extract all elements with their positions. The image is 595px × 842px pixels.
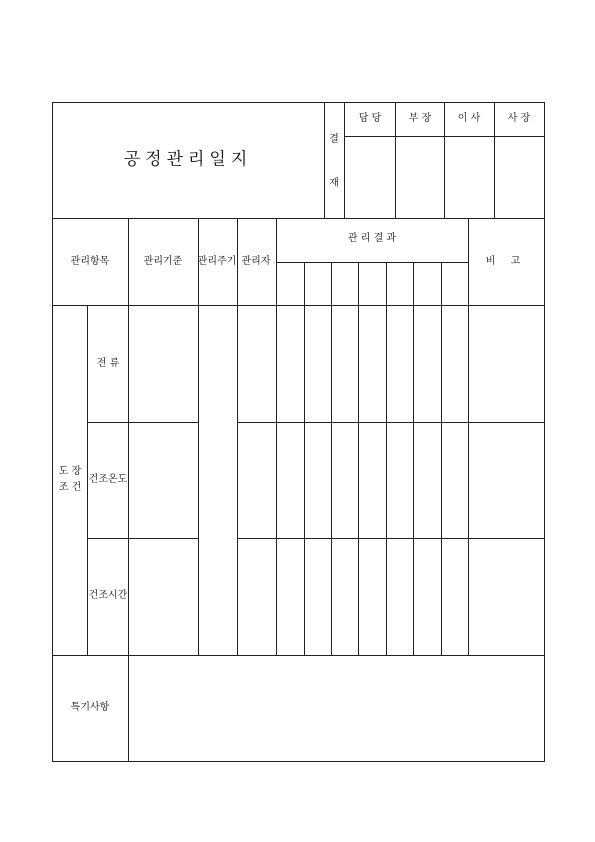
title-row-bottom xyxy=(52,218,545,219)
header-item: 관리항목 xyxy=(70,256,110,267)
col-cycle-left xyxy=(198,218,199,655)
row-label-drying-temp: 건조온도 xyxy=(88,474,128,485)
header-row-bottom xyxy=(52,305,545,306)
section-label xyxy=(59,467,82,493)
approval-role-1: 담 당 xyxy=(358,113,382,124)
approval-col-3 xyxy=(444,102,445,218)
header-standard: 관리기준 xyxy=(143,256,183,267)
result-sub-4 xyxy=(386,262,387,655)
row-2-bottom-a xyxy=(87,538,198,539)
approval-header-bottom xyxy=(344,136,545,137)
row-2-bottom-b xyxy=(237,538,545,539)
result-sub-1 xyxy=(304,262,305,655)
col-remark-left xyxy=(468,218,469,655)
approval-label-top: 결 xyxy=(329,134,339,145)
approval-col-4 xyxy=(494,102,495,218)
result-sub-6 xyxy=(441,262,442,655)
border-left xyxy=(52,102,53,762)
row-1-bottom-a xyxy=(87,422,198,423)
border-top xyxy=(52,102,545,103)
col-result-left xyxy=(276,218,277,655)
result-sub-5 xyxy=(413,262,414,655)
approval-left xyxy=(324,102,325,218)
col-manager-left xyxy=(237,218,238,655)
row-label-current: 전 류 xyxy=(96,358,120,369)
approval-label-right xyxy=(344,102,345,218)
border-right xyxy=(544,102,545,762)
approval-role-3: 이 사 xyxy=(457,113,481,124)
row-1-bottom-b xyxy=(237,422,545,423)
border-bottom xyxy=(52,761,545,762)
row-label-drying-time: 건조시간 xyxy=(88,590,128,601)
section-bottom xyxy=(52,655,545,656)
section-label-line1: 도 장 xyxy=(58,466,82,477)
page-title: 공정관리일지 xyxy=(123,149,253,170)
approval-role-4: 사 장 xyxy=(507,113,531,124)
section-label-line2: 조 건 xyxy=(58,482,82,493)
col-standard-left xyxy=(128,218,129,762)
approval-col-2 xyxy=(395,102,396,218)
header-manager: 관리자 xyxy=(241,256,271,267)
notes-label: 특기사항 xyxy=(70,702,110,713)
header-cycle: 관리주기 xyxy=(197,256,237,267)
result-sub-3 xyxy=(358,262,359,655)
header-result: 관 리 결 과 xyxy=(347,233,397,244)
approval-label-bottom: 재 xyxy=(329,178,339,189)
result-sub-2 xyxy=(331,262,332,655)
approval-role-2: 부 장 xyxy=(408,113,432,124)
header-remark: 비 고 xyxy=(485,256,527,267)
